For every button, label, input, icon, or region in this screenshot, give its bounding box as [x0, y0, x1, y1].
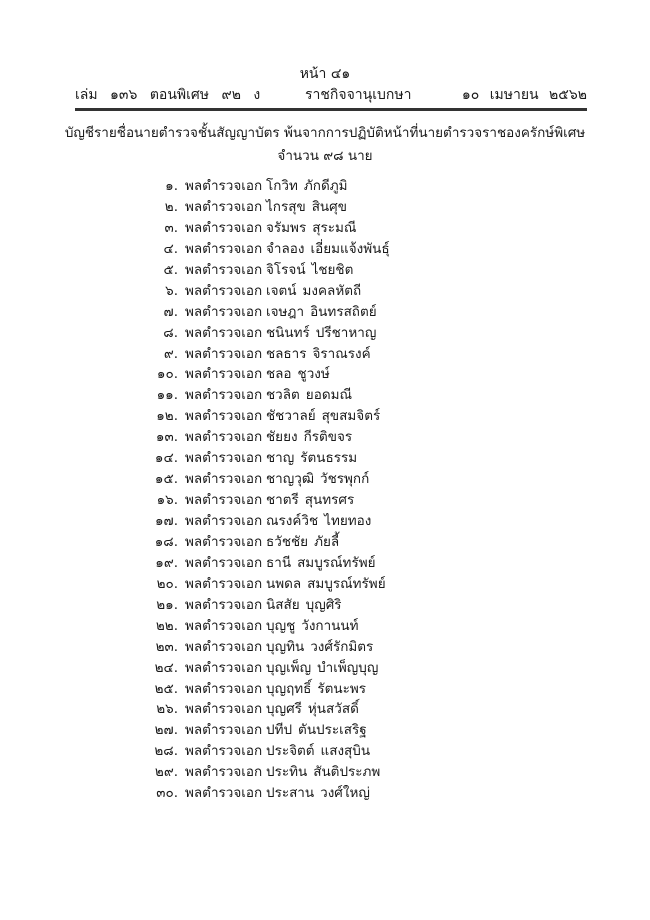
first-name: จรัมพร [266, 219, 307, 236]
officer-name [266, 469, 369, 489]
officer-rank: พลตำรวจเอก [185, 471, 263, 488]
officer-rank: พลตำรวจเอก [185, 680, 263, 697]
item-number: ๕. [163, 261, 178, 278]
first-name: ชวลิต [266, 387, 300, 404]
officer-name [266, 595, 342, 615]
last-name: ภัยลี้ [314, 533, 340, 550]
item-number: ๑. [165, 178, 178, 194]
last-name: ยอดมณี [305, 387, 353, 404]
officer-rank: พลตำรวจเอก [185, 240, 263, 257]
first-name: ธานี [266, 554, 292, 571]
list-item [140, 741, 460, 762]
officer-name [266, 448, 357, 468]
item-number: ๓. [164, 219, 178, 236]
list-item [140, 616, 460, 637]
first-name: ชลธาร [266, 345, 307, 362]
first-name: ปทีป [266, 722, 293, 739]
officer-rank: พลตำรวจเอก [185, 345, 263, 362]
officer-rank: พลตำรวจเอก [185, 429, 263, 446]
last-name: วัชรพุกก์ [320, 471, 370, 488]
officer-list [140, 176, 460, 804]
first-name: จิโรจน์ [266, 261, 306, 278]
officer-rank: พลตำรวจเอก [185, 554, 263, 571]
last-name: วังกานนท์ [301, 617, 359, 634]
list-item [140, 679, 460, 700]
last-name: ไชยชิต [311, 261, 354, 278]
list-item [140, 427, 460, 448]
first-name: ชัยยง [266, 429, 298, 446]
item-number: ๒. [164, 198, 178, 215]
officer-rank: พลตำรวจเอก [185, 701, 263, 718]
list-item [140, 239, 460, 260]
item-number: ๖. [165, 282, 178, 299]
officer-rank: พลตำรวจเอก [185, 492, 263, 509]
list-item [140, 699, 460, 720]
last-name: บำเพ็ญบุญ [317, 659, 379, 676]
officer-name [266, 239, 390, 259]
last-name: รัตนะพร [317, 680, 367, 697]
publication-name: ราชกิจจานุเบกษา [305, 87, 412, 103]
volume-issue: เล่ม ๑๓๖ ตอนพิเศษ ๙๒ ง [75, 87, 261, 103]
last-name: ชูวงษ์ [297, 366, 330, 383]
officer-name [266, 323, 376, 343]
officer-name [266, 553, 376, 573]
officer-rank: พลตำรวจเอก [185, 513, 263, 529]
last-name: สุระมณี [312, 219, 357, 236]
officer-rank: พลตำรวจเอก [185, 178, 263, 194]
officer-rank: พลตำรวจเอก [185, 638, 263, 655]
list-item [140, 197, 460, 218]
officer-name [266, 699, 359, 719]
officer-name [266, 532, 339, 552]
officer-name [266, 197, 347, 217]
officer-rank: พลตำรวจเอก [185, 743, 263, 760]
officer-rank: พลตำรวจเอก [185, 659, 263, 676]
first-name: บุญฤทธิ์ [266, 680, 312, 697]
last-name: แสงสุบิน [320, 743, 371, 760]
list-item [140, 385, 460, 406]
list-item [140, 658, 460, 679]
first-name: ธวัชชัย [266, 533, 309, 550]
list-item [140, 720, 460, 741]
first-name: บุญเพ็ญ [266, 659, 312, 676]
last-name: สุขสมจิตร์ [321, 408, 381, 425]
officer-name [266, 511, 371, 531]
item-number: ๑๘. [154, 533, 178, 550]
officer-name [266, 176, 348, 196]
item-number: ๑๐. [156, 366, 178, 383]
item-number: ๑๖. [156, 492, 178, 509]
list-item [140, 532, 460, 553]
last-name: ภักดีภูมิ [303, 178, 348, 194]
officer-rank: พลตำรวจเอก [185, 303, 263, 320]
item-number: ๗. [163, 303, 178, 320]
officer-name [266, 218, 356, 238]
officer-rank: พลตำรวจเอก [185, 282, 263, 299]
list-item [140, 574, 460, 595]
officer-rank: พลตำรวจเอก [185, 450, 263, 467]
first-name: ชัชวาลย์ [266, 408, 316, 425]
officer-rank: พลตำรวจเอก [185, 617, 263, 634]
item-number: ๑๒. [156, 408, 178, 425]
list-item [140, 469, 460, 490]
item-number: ๙. [163, 345, 178, 362]
list-item [140, 637, 460, 658]
officer-rank: พลตำรวจเอก [185, 387, 263, 404]
item-number: ๒๓. [155, 638, 178, 655]
first-name: ประสาน [266, 785, 315, 802]
officer-name [266, 741, 370, 761]
last-name: ไทยทอง [324, 513, 372, 529]
list-item [140, 595, 460, 616]
officer-name [266, 637, 373, 657]
officer-name [266, 679, 366, 699]
officer-name [266, 762, 380, 782]
first-name: ไกรสุข [266, 198, 306, 215]
first-name: ชาญ [266, 450, 295, 467]
item-number: ๒๕. [154, 680, 178, 697]
last-name: สินศุข [311, 198, 347, 215]
item-number: ๑๓. [155, 429, 178, 446]
first-name: ชนินทร์ [266, 324, 310, 341]
officer-name [266, 720, 367, 740]
officer-rank: พลตำรวจเอก [185, 408, 263, 425]
officer-name [266, 783, 370, 803]
list-item [140, 344, 460, 365]
first-name: นิสสัย [266, 596, 300, 613]
officer-rank: พลตำรวจเอก [185, 261, 263, 278]
officer-name [266, 490, 354, 510]
last-name: สมบูรณ์ทรัพย์ [307, 575, 386, 592]
first-name: จำลอง [266, 240, 305, 257]
list-item [140, 783, 460, 804]
officer-rank: พลตำรวจเอก [185, 575, 263, 592]
last-name: เอี่ยมแจ้งพันธุ์ [310, 240, 390, 257]
first-name: ประจิตต์ [266, 743, 315, 760]
officer-name [266, 385, 352, 405]
officer-rank: พลตำรวจเอก [185, 366, 263, 383]
header-divider [75, 108, 587, 111]
list-item [140, 302, 460, 323]
list-item [140, 490, 460, 511]
item-number: ๑๗. [154, 513, 178, 529]
item-number: ๑๙. [155, 554, 178, 571]
list-item [140, 323, 460, 344]
item-number: ๑๕. [154, 471, 178, 488]
last-name: บุญศิริ [305, 596, 342, 613]
first-name: ณรงค์วิช [266, 513, 319, 529]
list-item [140, 364, 460, 385]
officer-rank: พลตำรวจเอก [185, 533, 263, 550]
title-count: จำนวน ๙๘ นาย [277, 148, 373, 164]
last-name: วงศ์รักมิตร [310, 638, 374, 655]
officer-rank: พลตำรวจเอก [185, 324, 263, 341]
list-item [140, 218, 460, 239]
last-name: รัตนธรรม [300, 450, 358, 467]
item-number: ๒๑. [156, 596, 178, 613]
item-number: ๓๐. [156, 785, 178, 802]
officer-name [266, 281, 361, 301]
officer-name [266, 406, 380, 426]
list-item [140, 406, 460, 427]
item-number: ๒๒. [155, 617, 178, 634]
last-name: วงศ์ใหญ่ [320, 785, 370, 802]
last-name: หุ่นสวัสดิ์ [307, 701, 359, 718]
title-line-1: บัญชีรายชื่อนายตำรวจชั้นสัญญาบัตร พ้นจากการปฏิบัติหน้าที่นายตำรวจราชองครักษ์พิเศษ [64, 125, 586, 141]
officer-name [266, 427, 352, 447]
last-name: อินทรสถิตย์ [310, 303, 377, 320]
item-number: ๑๑. [156, 387, 178, 404]
item-number: ๑๔. [154, 450, 178, 467]
first-name: บุญทิน [266, 638, 305, 655]
last-name: มงคลหัตถี [302, 282, 362, 299]
item-number: ๒๐. [156, 575, 178, 592]
list-item [140, 176, 460, 197]
item-number: ๒๙. [154, 764, 178, 781]
item-number: ๘. [163, 324, 178, 341]
officer-name [266, 302, 377, 322]
first-name: นพดล [266, 575, 302, 592]
item-number: ๔. [163, 240, 178, 257]
officer-name [266, 616, 359, 636]
page-number: หน้า ๔๑ [299, 66, 351, 82]
first-name: ชาตรี [266, 492, 299, 509]
officer-name [266, 574, 386, 594]
first-name: ประทิน [266, 764, 308, 781]
list-item [140, 762, 460, 783]
officer-name [266, 344, 371, 364]
item-number: ๒๔. [154, 659, 178, 676]
last-name: สุนทรศร [304, 492, 355, 509]
last-name: ตันประเสริฐ [298, 722, 367, 739]
first-name: เจษฎา [266, 303, 305, 320]
first-name: โกวิท [266, 178, 298, 194]
item-number: ๒๗. [154, 722, 178, 739]
first-name: บุญชู [266, 617, 296, 634]
item-number: ๒๘. [154, 743, 178, 760]
officer-rank: พลตำรวจเอก [185, 219, 263, 236]
officer-name [266, 658, 378, 678]
list-item [140, 448, 460, 469]
list-item [140, 260, 460, 281]
item-number: ๒๖. [156, 701, 178, 718]
list-item [140, 553, 460, 574]
officer-name [266, 260, 353, 280]
publication-date: ๑๐ เมษายน ๒๕๖๒ [461, 87, 587, 103]
first-name: ชาญวุฒิ [266, 471, 315, 488]
document-title [0, 122, 650, 168]
last-name: จิราณรงค์ [312, 345, 371, 362]
last-name: กีรติขจร [303, 429, 353, 446]
first-name: บุญศรี [266, 701, 302, 718]
officer-name [266, 364, 330, 384]
first-name: ชลอ [266, 366, 292, 383]
officer-rank: พลตำรวจเอก [185, 596, 263, 613]
last-name: ปรีชาหาญ [315, 324, 377, 341]
gazette-header [75, 84, 587, 106]
last-name: สันติประภพ [313, 764, 381, 781]
officer-rank: พลตำรวจเอก [185, 722, 263, 739]
list-item [140, 511, 460, 532]
officer-rank: พลตำรวจเอก [185, 198, 263, 215]
officer-rank: พลตำรวจเอก [185, 785, 263, 802]
last-name: สมบูรณ์ทรัพย์ [297, 554, 376, 571]
first-name: เจตน์ [266, 282, 297, 299]
officer-rank: พลตำรวจเอก [185, 764, 263, 781]
list-item [140, 281, 460, 302]
